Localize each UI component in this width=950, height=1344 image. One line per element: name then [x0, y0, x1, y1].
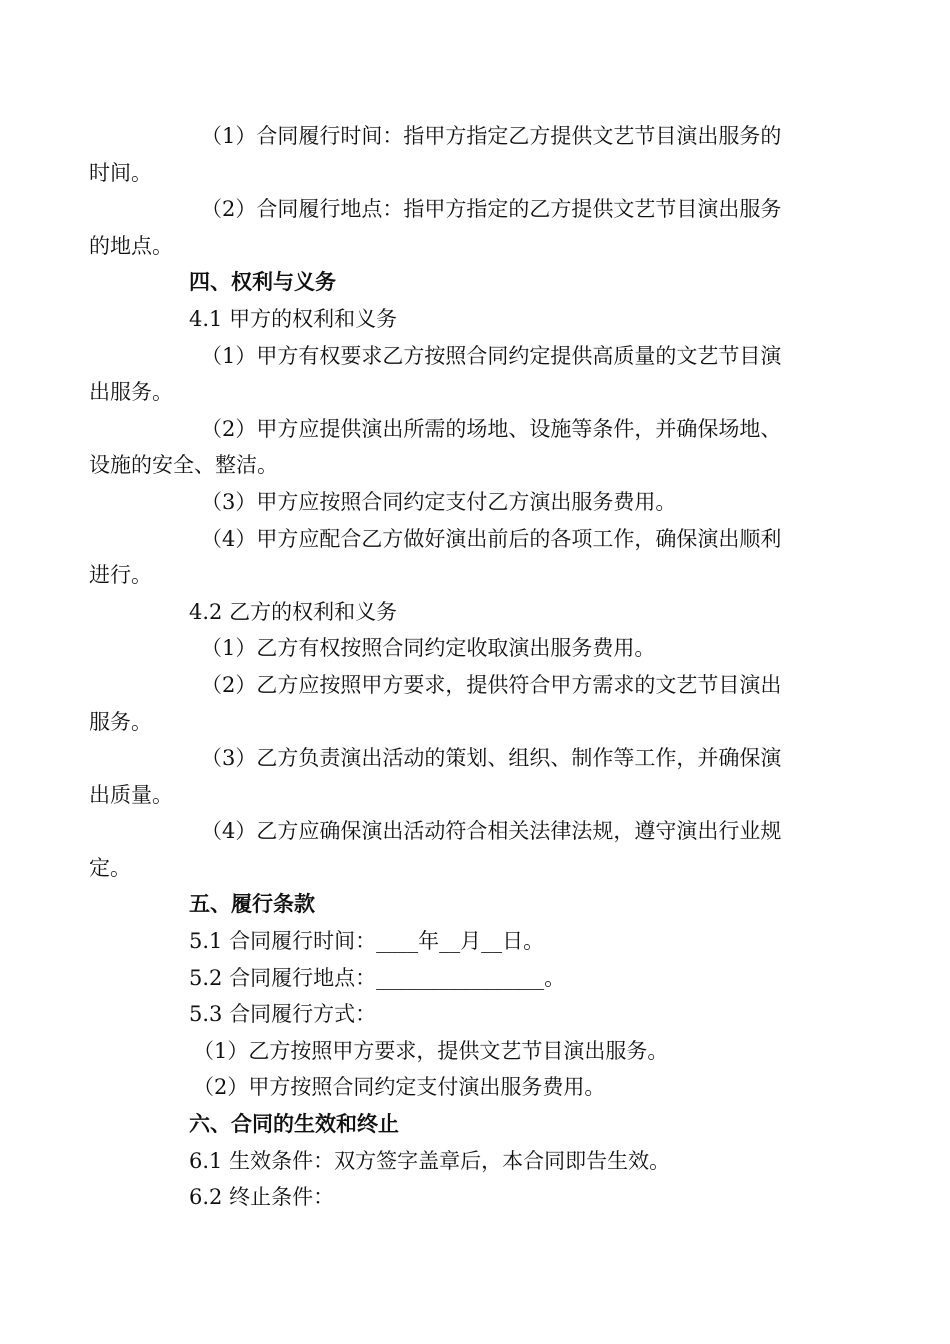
- paragraph-line: 5.3 合同履行方式：: [189, 1002, 377, 1027]
- paragraph: [145, 301, 810, 338]
- paragraph-line: 设施的安全、整洁。: [89, 453, 278, 478]
- paragraph-line: （3）甲方应按照合同约定支付乙方演出服务费用。: [201, 489, 677, 514]
- paragraph: [145, 923, 810, 960]
- paragraph-line: （4）甲方应配合乙方做好演出前后的各项工作，确保演出顺利: [201, 526, 782, 551]
- section-heading: [145, 886, 810, 923]
- paragraph: [89, 411, 810, 484]
- heading-text: 六、合同的生效和终止: [189, 1111, 399, 1137]
- paragraph-line: （4）乙方应确保演出活动符合相关法律法规，遵守演出行业规: [201, 819, 782, 844]
- paragraph-line: 4.2 乙方的权利和义务: [189, 599, 398, 624]
- paragraph-line: 时间。: [89, 160, 152, 185]
- paragraph-line: （1）甲方有权要求乙方按照合同约定提供高质量的文艺节目演: [201, 343, 782, 368]
- paragraph-line: （2）甲方应提供演出所需的场地、设施等条件，并确保场地、: [201, 416, 782, 441]
- paragraph-line: （1）合同履行时间：指甲方指定乙方提供文艺节目演出服务的: [201, 124, 782, 148]
- paragraph: [145, 1069, 810, 1106]
- paragraph: [89, 191, 810, 264]
- paragraph: [89, 813, 810, 886]
- paragraph: [145, 1143, 810, 1180]
- paragraph-line: 出质量。: [89, 782, 173, 807]
- paragraph: [89, 740, 810, 813]
- paragraph-line: （2）合同履行地点：指甲方指定的乙方提供文艺节目演出服务: [201, 197, 782, 222]
- paragraph-line: （1）乙方有权按照合同约定收取演出服务费用。: [201, 636, 656, 661]
- paragraph-line: 5.2 合同履行地点：________________。: [189, 965, 566, 990]
- paragraph: [145, 484, 810, 521]
- paragraph: [89, 338, 810, 411]
- paragraph: [145, 1179, 810, 1216]
- paragraph-line: （1）乙方按照甲方要求，提供文艺节目演出服务。: [193, 1038, 669, 1063]
- paragraph: [145, 960, 810, 997]
- paragraph-line: 5.1 合同履行时间：____年__月__日。: [189, 929, 545, 954]
- paragraph: [145, 1033, 810, 1070]
- paragraph-line: 进行。: [89, 563, 152, 588]
- paragraph-line: 6.1 生效条件：双方签字盖章后，本合同即告生效。: [189, 1148, 671, 1173]
- paragraph-line: （2）甲方按照合同约定支付演出服务费用。: [193, 1075, 606, 1100]
- paragraph-line: 定。: [89, 855, 131, 880]
- paragraph-line: 服务。: [89, 709, 152, 734]
- document-body: [89, 118, 810, 1216]
- paragraph-line: 的地点。: [89, 233, 173, 258]
- paragraph: [89, 521, 810, 594]
- paragraph-line: 4.1 甲方的权利和义务: [189, 306, 398, 331]
- heading-text: 四、权利与义务: [189, 269, 336, 295]
- paragraph: [145, 996, 810, 1033]
- paragraph: [145, 594, 810, 631]
- paragraph: [89, 118, 810, 191]
- paragraph: [89, 667, 810, 740]
- paragraph: [145, 630, 810, 667]
- paragraph-line: （2）乙方应按照甲方要求，提供符合甲方需求的文艺节目演出: [201, 672, 782, 697]
- section-heading: [145, 1106, 810, 1143]
- heading-text: 五、履行条款: [189, 891, 315, 917]
- section-heading: [145, 264, 810, 301]
- paragraph-line: 出服务。: [89, 380, 173, 405]
- paragraph-line: 6.2 终止条件：: [189, 1185, 335, 1210]
- paragraph-line: （3）乙方负责演出活动的策划、组织、制作等工作，并确保演: [201, 746, 782, 771]
